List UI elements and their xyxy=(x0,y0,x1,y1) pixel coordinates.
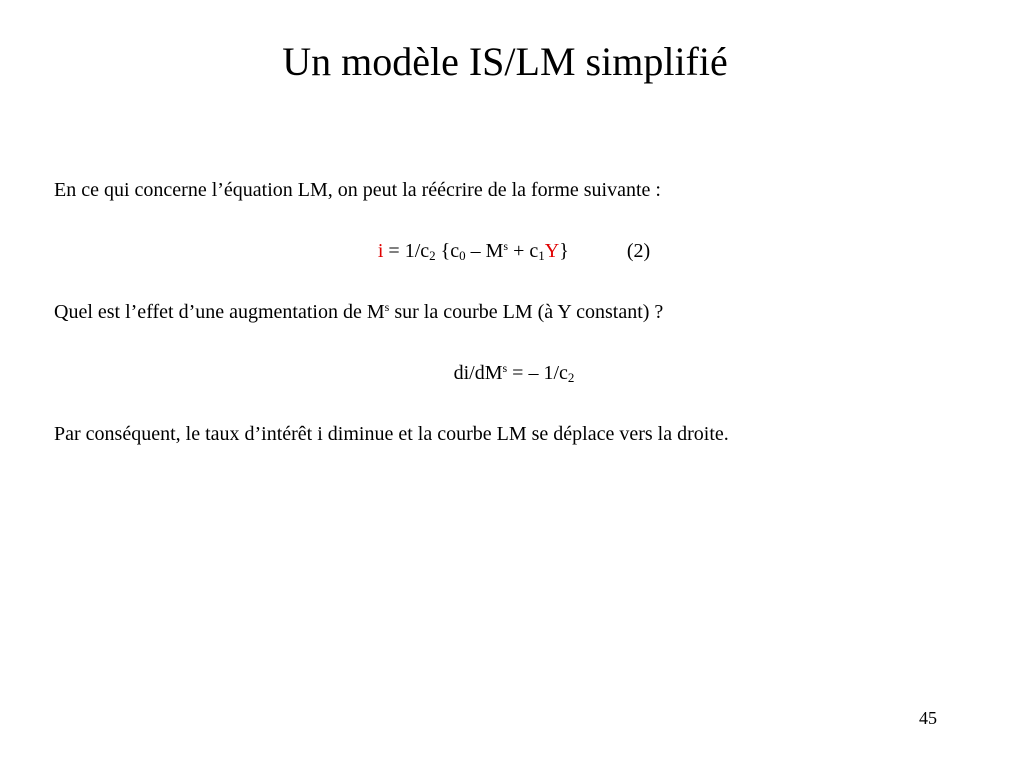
equation-number: (2) xyxy=(626,240,651,262)
derivative-equation xyxy=(54,358,974,388)
superscript-s: s xyxy=(503,239,509,253)
output-variable: Y xyxy=(544,240,560,262)
superscript-s: s xyxy=(502,361,508,375)
conclusion-text: Par conséquent, le taux d’intérêt i diminue et la courbe LM se déplace vers la droite. xyxy=(54,423,729,445)
equation-part: + c xyxy=(508,240,539,262)
equation-part: } xyxy=(559,240,569,262)
question-text xyxy=(54,297,974,327)
subscript-2: 2 xyxy=(429,248,436,263)
subscript-0: 0 xyxy=(459,248,466,263)
interest-rate-variable: i xyxy=(377,240,384,262)
slide-title: Un modèle IS/LM simplifié xyxy=(282,39,728,84)
derivative-part: di/dM xyxy=(453,362,503,384)
question-part: Quel est l’effet d’une augmentation de M xyxy=(54,301,385,323)
subscript-2: 2 xyxy=(567,370,575,385)
derivative-part: = – 1/c xyxy=(507,362,568,384)
question-part: sur la courbe LM (à Y constant) ? xyxy=(389,301,664,323)
subscript-1: 1 xyxy=(538,248,545,263)
slide-body xyxy=(54,175,974,480)
equation-part: = 1/c xyxy=(383,240,430,262)
superscript-s: s xyxy=(384,300,390,314)
lm-equation xyxy=(54,236,974,266)
equation-part: {c xyxy=(435,240,460,262)
equation-part: – M xyxy=(465,240,504,262)
intro-text: En ce qui concerne l’équation LM, on peut la réécrire de la forme suivante : xyxy=(54,179,661,201)
page-number: 45 xyxy=(919,708,937,728)
